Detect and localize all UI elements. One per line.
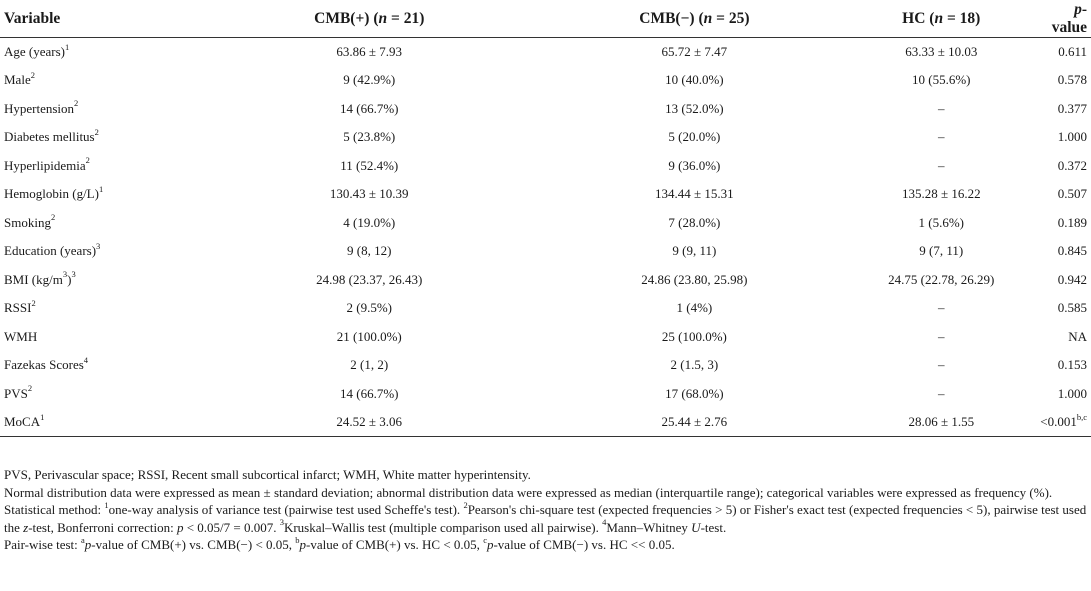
cmb-positive-cell: 14 (66.7%) bbox=[340, 100, 399, 116]
hc-cell: 1 (5.6%) bbox=[918, 214, 964, 230]
table-footnotes bbox=[4, 466, 1087, 554]
cmb-positive-cell: 11 (52.4%) bbox=[340, 157, 399, 173]
header-pvalue: p-value bbox=[1051, 0, 1087, 36]
hc-cell: 28.06 ± 1.55 bbox=[908, 414, 975, 429]
hc-cell: 24.75 (22.78, 26.29) bbox=[888, 271, 995, 287]
cmb-negative-cell: 25 (100.0%) bbox=[661, 328, 727, 344]
table-row bbox=[0, 95, 1091, 124]
cmb-negative-cell: 1 (4%) bbox=[676, 300, 713, 316]
table-row bbox=[0, 294, 1091, 323]
cmb-positive-cell: 24.52 ± 3.06 bbox=[336, 414, 403, 429]
cmb-positive-cell: 4 (19.0%) bbox=[343, 214, 396, 230]
table-row bbox=[0, 408, 1091, 437]
table-row bbox=[0, 323, 1091, 352]
table-row bbox=[0, 380, 1091, 409]
hc-cell: 9 (7, 11) bbox=[919, 243, 964, 259]
hc-cell: 63.33 ± 10.03 bbox=[905, 44, 978, 59]
variable-cell: Hyperlipidemia$^2$ bbox=[4, 155, 90, 173]
cmb-positive-cell: 5 (23.8%) bbox=[343, 129, 396, 145]
pvalue-cell: 0.845 bbox=[1057, 243, 1087, 259]
variable-cell: Smoking$^2$ bbox=[4, 212, 56, 230]
variable-cell: Male$^2$ bbox=[4, 69, 35, 88]
variable-cell: Hemoglobin $(g/L)^1$ bbox=[4, 183, 104, 202]
table-row bbox=[0, 209, 1091, 238]
table-row bbox=[0, 38, 1091, 67]
pvalue-cell: 1.000 bbox=[1057, 385, 1087, 401]
pvalue-cell: NA bbox=[1068, 328, 1087, 344]
cmb-positive-cell: 9 (8, 12) bbox=[347, 243, 392, 259]
variable-cell: RSSI$^2$ bbox=[4, 297, 36, 316]
cmb-negative-cell: 10 (40.0%) bbox=[665, 72, 724, 88]
variable-cell: Education (years)$^3$ bbox=[4, 240, 101, 259]
hc-cell: – bbox=[938, 100, 945, 116]
table-row bbox=[0, 266, 1091, 295]
table-row bbox=[0, 123, 1091, 152]
cmb-positive-cell: 9 (42.9%) bbox=[343, 72, 396, 88]
cmb-positive-cell: 21 (100.0%) bbox=[336, 328, 402, 344]
hc-cell: – bbox=[938, 129, 945, 145]
cmb-negative-cell: 9 (36.0%) bbox=[668, 157, 721, 173]
table-row bbox=[0, 152, 1091, 181]
header-cmb-negative: CMB(−) (n = 25) bbox=[639, 9, 750, 27]
header-row bbox=[0, 0, 1091, 38]
pvalue-cell: 1.000 bbox=[1057, 129, 1087, 145]
cmb-negative-cell: 17 (68.0%) bbox=[665, 385, 724, 401]
pvalue-cell: 0.377 bbox=[1057, 100, 1087, 116]
variable-cell: BMI $(kg/m^3)^3$ bbox=[4, 269, 76, 287]
pvalue-cell: 0.578 bbox=[1057, 72, 1087, 88]
pvalue-cell: $<0.001^{b,c}$ bbox=[1040, 411, 1087, 429]
cmb-positive-cell: 2 (1, 2) bbox=[350, 357, 389, 373]
abbreviations-note: PVS, Perivascular space; RSSI, Recent small subcortical infarct; WMH, White matter hyperintensity. bbox=[4, 467, 531, 482]
cmb-negative-cell: 13 (52.0%) bbox=[665, 100, 724, 116]
cmb-negative-cell: 9 (9, 11) bbox=[672, 243, 717, 259]
cmb-positive-cell: 130.43 ± 10.39 bbox=[329, 186, 409, 202]
variable-cell: Fazekas Scores$^4$ bbox=[4, 354, 89, 373]
hc-cell: – bbox=[938, 300, 945, 316]
cmb-positive-cell: 63.86 ± 7.93 bbox=[336, 44, 403, 59]
table-row bbox=[0, 351, 1091, 380]
pvalue-cell: 0.507 bbox=[1057, 186, 1087, 202]
hc-cell: – bbox=[938, 357, 945, 373]
header-variable: Variable bbox=[4, 9, 61, 27]
table-row bbox=[0, 180, 1091, 209]
header-hc: HC (n = 18) bbox=[902, 9, 981, 27]
variable-cell: MoCA$^1$ bbox=[4, 411, 45, 429]
table-row bbox=[0, 66, 1091, 95]
pvalue-cell: 0.372 bbox=[1057, 157, 1087, 173]
pairwise-test-note: Pair-wise test: $^a$p-value of CMB(+) vs. CMB(−) < 0.05, $^b$p-value of CMB(+) vs. HC < 0.05, $^c$p-value of CMB(−) vs. HC << 0.05. bbox=[4, 535, 675, 553]
table-row bbox=[0, 237, 1091, 266]
cmb-negative-cell: 2 (1.5, 3) bbox=[670, 357, 719, 373]
cmb-negative-cell: 25.44 ± 2.76 bbox=[661, 414, 728, 429]
cmb-negative-cell: 65.72 ± 7.47 bbox=[661, 44, 728, 59]
distribution-note: Normal distribution data were expressed as mean ± standard deviation; abnormal distribution data were expressed as median (interquartile range); categorical variables were expressed as frequency (%). bbox=[4, 484, 1053, 500]
cmb-negative-cell: 7 (28.0%) bbox=[668, 214, 721, 230]
cmb-positive-cell: 14 (66.7%) bbox=[340, 385, 399, 401]
pvalue-cell: 0.942 bbox=[1057, 271, 1087, 287]
hc-cell: 135.28 ± 16.22 bbox=[901, 186, 981, 202]
hc-cell: – bbox=[938, 157, 945, 173]
cmb-negative-cell: 134.44 ± 15.31 bbox=[655, 186, 734, 202]
pvalue-cell: 0.585 bbox=[1057, 300, 1087, 316]
cmb-negative-cell: 24.86 (23.80, 25.98) bbox=[641, 271, 748, 287]
variable-cell: PVS$^2$ bbox=[4, 383, 33, 401]
pvalue-cell: 0.611 bbox=[1058, 44, 1087, 59]
pvalue-cell: 0.153 bbox=[1057, 357, 1087, 373]
hc-cell: – bbox=[938, 328, 945, 344]
variable-cell: Hypertension$^2$ bbox=[4, 98, 79, 116]
header-cmb-positive: CMB(+) (n = 21) bbox=[314, 9, 425, 27]
statistical-method-note: Statistical method: $^1$one-way analysis of variance test (pairwise test used Scheffe's test). $^2$Pearson's chi-square test (expected frequencies > 5) or Fisher's exact test (expected frequencies < 5), pairwise test used the z-test, Bonferroni correction: p < 0.05/7 = 0.007. $^3$Kruskal–Wallis test (multiple comparison used all pairwise). $^4$Mann–Whitney U-test. bbox=[4, 499, 1087, 535]
pvalue-cell: 0.189 bbox=[1057, 214, 1087, 230]
variable-cell: Diabetes mellitus$^2$ bbox=[4, 126, 99, 145]
cmb-positive-cell: 24.98 (23.37, 26.43) bbox=[316, 271, 423, 287]
variable-cell: WMH bbox=[4, 328, 38, 344]
hc-cell: 10 (55.6%) bbox=[912, 72, 971, 88]
hc-cell: – bbox=[938, 385, 945, 401]
cmb-positive-cell: 2 (9.5%) bbox=[346, 300, 392, 316]
cmb-negative-cell: 5 (20.0%) bbox=[668, 129, 721, 145]
variable-cell: Age (years)$^1$ bbox=[4, 41, 70, 59]
